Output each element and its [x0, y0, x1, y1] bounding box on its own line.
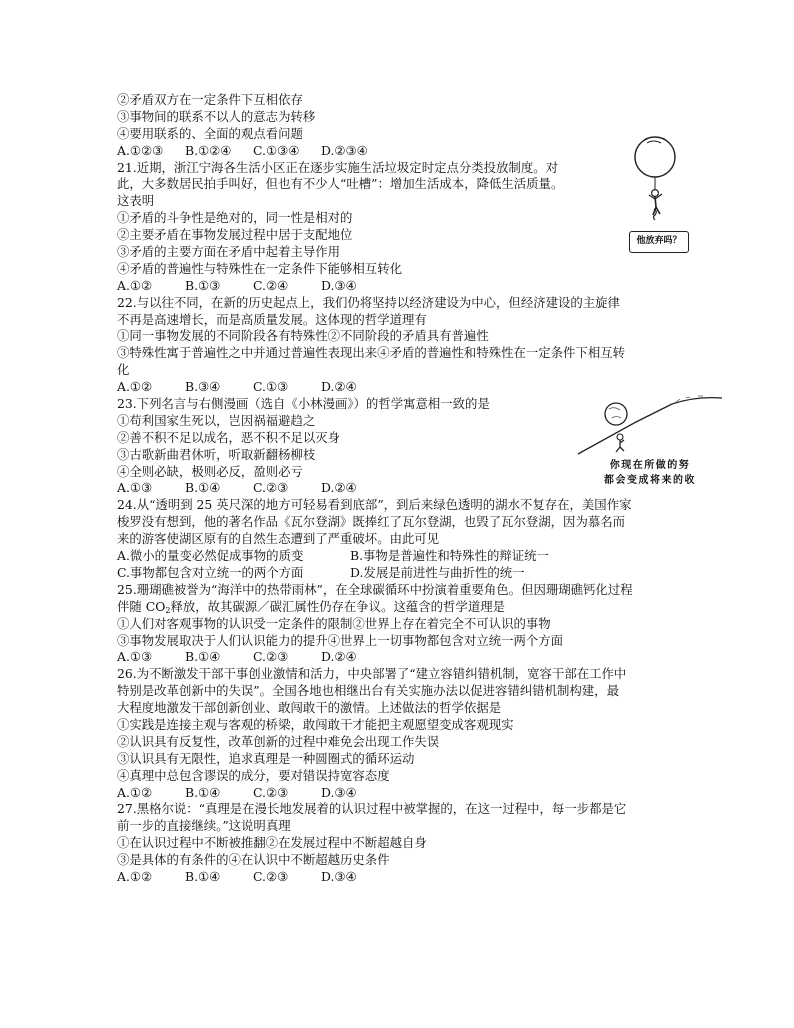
q26-item: ①实践是连接主观与客观的桥梁，敢闯敢干才能把主观愿望变成客观现实 [117, 716, 514, 732]
text-line: ②矛盾双方在一定条件下互相依存 [117, 92, 303, 107]
q26-item: ④真理中总包含谬误的成分，要对错误持宽容态度 [117, 767, 390, 783]
cartoon-balloon [625, 135, 695, 259]
q24-options-row [117, 565, 687, 582]
option-c: C.②④ [253, 277, 289, 293]
option-b: B.①④ [185, 784, 221, 800]
option-c: C.①③ [253, 379, 289, 395]
q25-stem [117, 599, 687, 616]
option-b: B.①②④ [185, 142, 232, 158]
text-line: ④要用联系的、全面的观点看问题 [117, 125, 303, 141]
option-a: A.①②③ [117, 142, 164, 158]
option-c: C.②③ [253, 649, 289, 665]
option-c: C.事物都包含对立统一的两个方面 [117, 564, 304, 580]
option-b: B.①③ [185, 277, 221, 293]
q22-item: ③特殊性寓于普遍性之中并通过普遍性表现出来④矛盾的普遍性和特殊性在一定条件下相互转 [117, 345, 626, 361]
q20-options [117, 143, 687, 160]
q25-item: ③事物发展取决于人们认识能力的提升④世界上一切事物都包含对立统一两个方面 [117, 632, 564, 648]
option-b: B.①④ [185, 649, 221, 665]
q22-item: ①同一事物发展的不同阶段各有特殊性②不同阶段的矛盾具有普遍性 [117, 328, 489, 344]
option-d: D.③④ [321, 277, 357, 293]
option-c: C.②③ [253, 784, 289, 800]
q22-item: 化 [117, 362, 130, 378]
q23-item: ①苟利国家生死以，岂因祸福避趋之 [117, 412, 316, 428]
q27-stem: 前一步的直接继续。”这说明真理 [117, 818, 291, 834]
q23-item: ②善不积不足以成名，恶不积不足以灭身 [117, 429, 341, 445]
cartoon-snowball [576, 388, 724, 496]
q24-options-row [117, 548, 687, 565]
option-a: A.微小的量变必然促成事物的质变 [117, 548, 304, 564]
q27-item: ①在认识过程中不断被推翻②在发展过程中不断超越自身 [117, 835, 427, 851]
option-d: D.③④ [321, 868, 357, 884]
option-a: A.①③ [117, 649, 153, 665]
option-a: A.①③ [117, 480, 153, 496]
q23-item: ④全则必缺，极则必反，盈则必亏 [117, 463, 303, 479]
q26-item: ②认识具有反复性，改革创新的过程中难免会出现工作失误 [117, 733, 440, 749]
q22-stem: 不再是高速增长，而是高质量发展。这体现的哲学道理有 [117, 311, 427, 327]
q27-item: ③是具体的有条件的④在认识中不断超越历史条件 [117, 852, 390, 868]
q21-item: ①矛盾的斗争性是绝对的，同一性是相对的 [117, 210, 353, 226]
q27-options [117, 869, 687, 886]
option-d: D.③④ [321, 784, 357, 800]
q26-options [117, 785, 687, 802]
option-a: A.①② [117, 784, 153, 800]
q21-item: ③矛盾的主要方面在矛盾中起着主导作用 [117, 244, 341, 260]
q23-item: ③古歌新曲君休听，听取新翻杨柳枝 [117, 446, 316, 462]
option-c: C.②③ [253, 480, 289, 496]
q21-item: ④矛盾的普遍性与特殊性在一定条件下能够相互转化 [117, 260, 402, 276]
q25-item: ①人们对客观事物的认识受一定条件的限制②世界上存在着完全不可认识的事物 [117, 615, 551, 631]
q23-stem: 23.下列名言与右侧漫画（选自《小林漫画》）的哲学寓意相一致的是 [117, 396, 490, 412]
q26-stem: 特别是改革创新中的失误”。全国各地也相继出台有关实施办法以促进容错纠错机制构建，最 [117, 683, 619, 699]
q21-options [117, 278, 687, 295]
caption-line: 都会变成将来的收 [604, 475, 696, 486]
balloon-figure-illustration [625, 135, 695, 231]
option-b: B.①④ [185, 480, 221, 496]
q24-stem: 来的游客使湖区原有的自然生态遭到了严重破坏。由此可见 [117, 531, 440, 547]
q21-stem: 此，大多数居民拍手叫好，但也有不少人“吐槽”：增加生活成本，降低生活质量。 [117, 176, 564, 192]
option-c: C.②③ [253, 868, 289, 884]
option-b: B.事物是普遍性和特殊性的辩证统一 [350, 548, 549, 564]
option-c: C.①③④ [253, 142, 300, 158]
q22-stem: 22.与以往不同，在新的历史起点上，我们仍将坚持以经济建设为中心，但经济建设的主旋律 [117, 294, 620, 310]
option-a: A.①② [117, 379, 153, 395]
option-b: B.③④ [185, 379, 221, 395]
q21-stem: 21.近期，浙江宁海各生活小区正在逐步实施生活垃圾定时定点分类投放制度。对 [117, 159, 558, 175]
snowball-slope-illustration [576, 388, 724, 458]
option-d: D.②④ [321, 480, 357, 496]
option-d: D.发展是前进性与曲折性的统一 [350, 564, 525, 580]
q25-stem: 25.珊瑚礁被誉为“海洋中的热带雨林”，在全球碳循环中扮演着重要角色。但因珊瑚礁钙化过程 [117, 581, 633, 597]
q24-stem: 24.从“透明到 25 英尺深的地方可轻易看到底部”，到后来绿色透明的湖水不复存在，美国作家 [117, 497, 632, 513]
cartoon-caption: 他放弃吗？ [629, 231, 689, 253]
q24-stem: 梭罗没有想到，他的著名作品《瓦尔登湖》既捧红了瓦尔登湖，也毁了瓦尔登湖，因为慕名而 [117, 514, 626, 530]
option-d: D.②④ [321, 649, 357, 665]
q25-options [117, 649, 687, 666]
text-line: ③事物间的联系不以人的意志为转移 [117, 108, 316, 124]
cartoon-caption [576, 458, 724, 488]
q25-stem-part: 释放，故其碳源／碳汇属性仍存在争议。这蕴含的哲学道理是 [170, 598, 505, 614]
q21-item: ②主要矛盾在事物发展过程中居于支配地位 [117, 227, 353, 243]
q26-stem: 大程度地激发干部创新创业、敢闯敢干的激情。上述做法的哲学依据是 [117, 700, 502, 716]
option-a: A.①② [117, 277, 153, 293]
caption-line: 你现在所做的努 [609, 460, 691, 471]
subscript: 2 [165, 605, 171, 615]
q21-stem: 这表明 [117, 193, 155, 209]
option-b: B.①④ [185, 868, 221, 884]
option-a: A.①② [117, 868, 153, 884]
q26-stem: 26.为不断激发干部干事创业激情和活力，中央部署了“建立容错纠错机制，宽容干部在工作中 [117, 666, 627, 682]
q25-stem-part: 伴随 CO [117, 598, 166, 614]
option-d: D.②③④ [321, 142, 368, 158]
q27-stem: 27.黑格尔说：“真理是在漫长地发展着的认识过程中被掌握的，在这一过程中，每一步都是它 [117, 801, 627, 817]
q26-item: ③认识具有无限性，追求真理是一种圆圈式的循环运动 [117, 750, 415, 766]
option-d: D.②④ [321, 379, 357, 395]
